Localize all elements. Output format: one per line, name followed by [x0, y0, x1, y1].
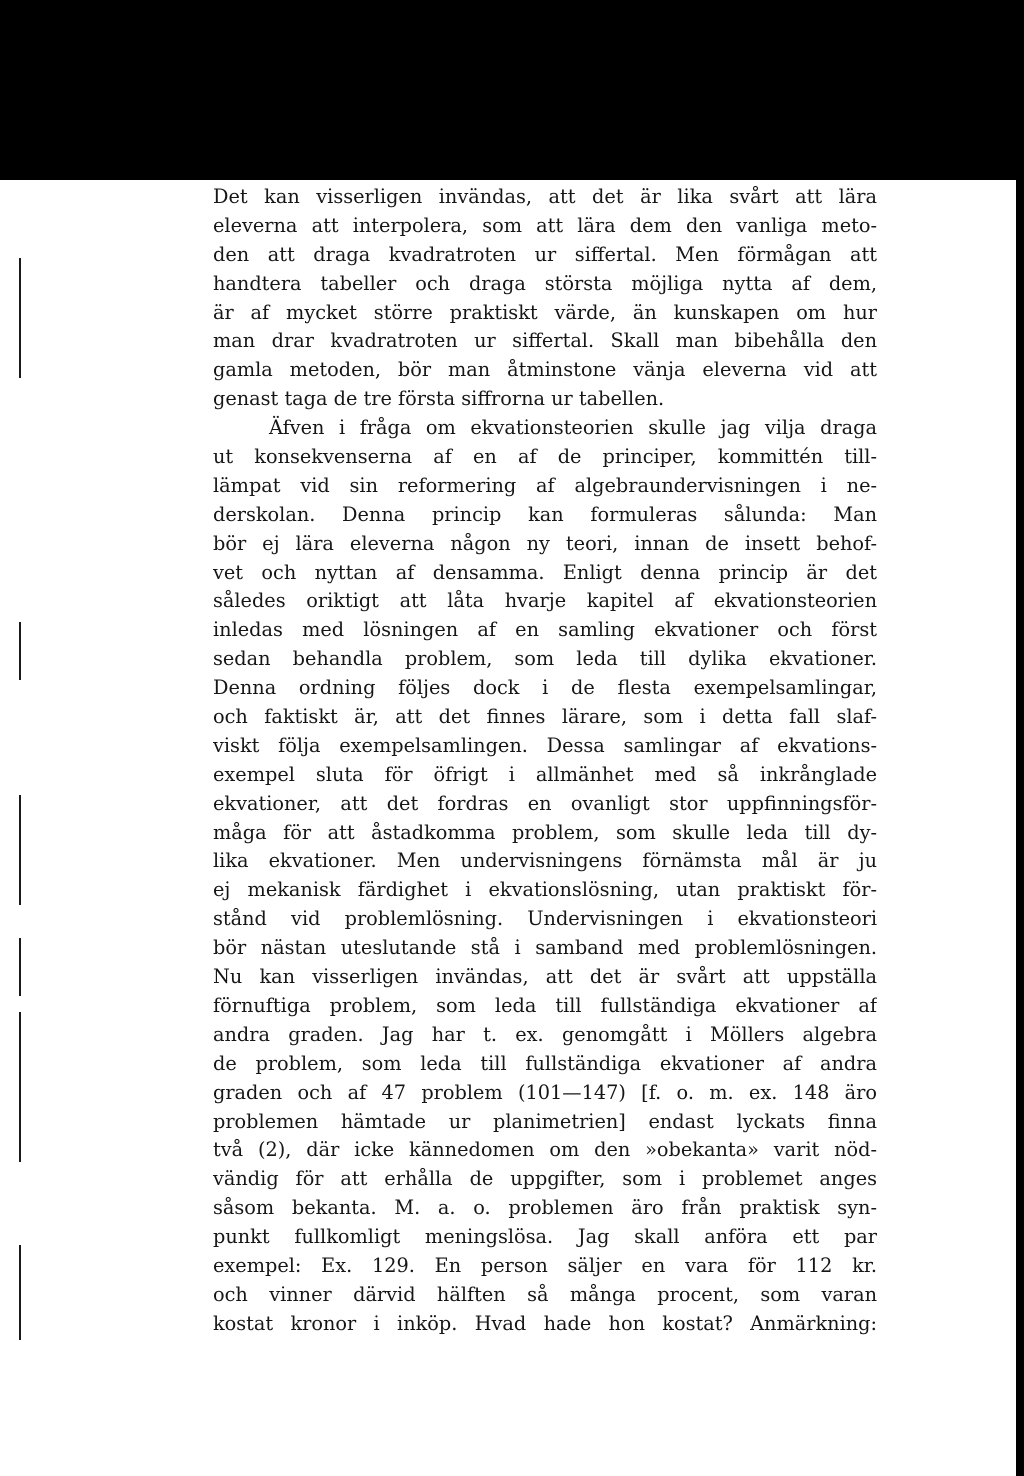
text-line: exempel: Ex. 129. En person säljer en vara för 112 kr. [213, 1253, 877, 1277]
text-line: den att draga kvadratroten ur siffertal. Men förmågan att [213, 242, 877, 266]
text-line: viskt följa exempelsamlingen. Dessa samlingar af ekvations- [213, 733, 877, 757]
text-line: bör ej lära eleverna någon ny teori, innan de insett behof- [213, 531, 877, 555]
text-line: såsom bekanta. M. a. o. problemen äro från praktisk syn- [213, 1196, 877, 1220]
text-line: ej mekanisk färdighet i ekvationslösning, utan praktiskt för- [213, 878, 877, 902]
text-line: förnuftiga problem, som leda till fullständiga ekvationer af [213, 993, 877, 1017]
text-line: de problem, som leda till fullständiga ekvationer af andra [213, 1051, 877, 1075]
text-line: lika ekvationer. Men undervisningens förnämsta mål är ju [213, 849, 877, 873]
text-line: två (2), där icke kännedomen om den »obekanta» varit nöd- [213, 1138, 877, 1162]
text-line: graden och af 47 problem (101—147) [f. o. m. ex. 148 äro [213, 1080, 877, 1104]
text-line: lämpat vid sin reformering af algebraundervisningen i ne- [213, 473, 877, 497]
margin-scan-mark [19, 1245, 21, 1340]
text-line: ekvationer, att det fordras en ovanligt stor uppfinningsför- [213, 791, 877, 815]
text-line: bör nästan uteslutande stå i samband med problemlösningen. [213, 936, 877, 960]
text-line: genast taga de tre första siffrorna ur tabellen. [213, 387, 665, 411]
text-line: Denna ordning följes dock i de flesta exempelsamlingar, [213, 676, 877, 700]
text-line: är af mycket större praktiskt värde, än kunskapen om hur [213, 300, 877, 324]
text-line: punkt fullkomligt meningslösa. Jag skall anföra ett par [213, 1225, 877, 1249]
text-line: derskolan. Denna princip kan formuleras sålunda: Man [213, 502, 877, 526]
text-line: gamla metoden, bör man åtminstone vänja eleverna vid att [213, 358, 877, 382]
text-line: handtera tabeller och draga största möjliga nytta af dem, [213, 271, 877, 295]
text-line: och vinner därvid hälften så många procent, som varan [213, 1282, 877, 1306]
text-line: sedan behandla problem, som leda till dylika ekvationer. [213, 647, 877, 671]
text-line: och faktiskt är, att det finnes lärare, som i detta fall slaf- [213, 705, 877, 729]
page-body-text [213, 183, 877, 1339]
scan-right-edge [1016, 0, 1024, 1476]
scan-top-black-band [0, 0, 1024, 180]
text-line: Det kan visserligen invändas, att det är lika svårt att lära [213, 185, 877, 208]
text-line: inledas med lösningen af en samling ekvationer och först [213, 618, 877, 642]
text-line: vändig för att erhålla de uppgifter, som i problemet anges [213, 1167, 877, 1191]
text-line: ut konsekvenserna af en af de principer, kommittén till- [213, 445, 877, 469]
text-line: man drar kvadratroten ur siffertal. Skall man bibehålla den [213, 329, 877, 353]
text-line: således oriktigt att låta hvarje kapitel af ekvationsteorien [213, 589, 877, 613]
text-line: Nu kan visserligen invändas, att det är svårt att uppställa [213, 965, 877, 989]
text-line: stånd vid problemlösning. Undervisningen i ekvationsteori [213, 907, 877, 931]
margin-scan-mark [19, 1012, 21, 1162]
margin-scan-mark [19, 938, 21, 996]
text-line: andra graden. Jag har t. ex. genomgått i Möllers algebra [213, 1022, 877, 1046]
text-line: problemen hämtade ur planimetrien] endast lyckats finna [213, 1109, 877, 1133]
text-line: kostat kronor i inköp. Hvad hade hon kostat? Anmärkning: [213, 1311, 877, 1335]
text-line: exempel sluta för öfrigt i allmänhet med så inkrånglade [213, 762, 877, 786]
margin-scan-mark [19, 258, 21, 378]
margin-scan-mark [19, 622, 21, 680]
text-line: måga för att åstadkomma problem, som skulle leda till dy- [213, 820, 877, 844]
text-line: vet och nyttan af densamma. Enligt denna princip är det [213, 560, 877, 584]
margin-scan-mark [19, 795, 21, 905]
text-line: Äfven i fråga om ekvationsteorien skulle jag vilja draga [269, 416, 877, 440]
text-line: eleverna att interpolera, som att lära dem den vanliga meto- [213, 213, 877, 237]
